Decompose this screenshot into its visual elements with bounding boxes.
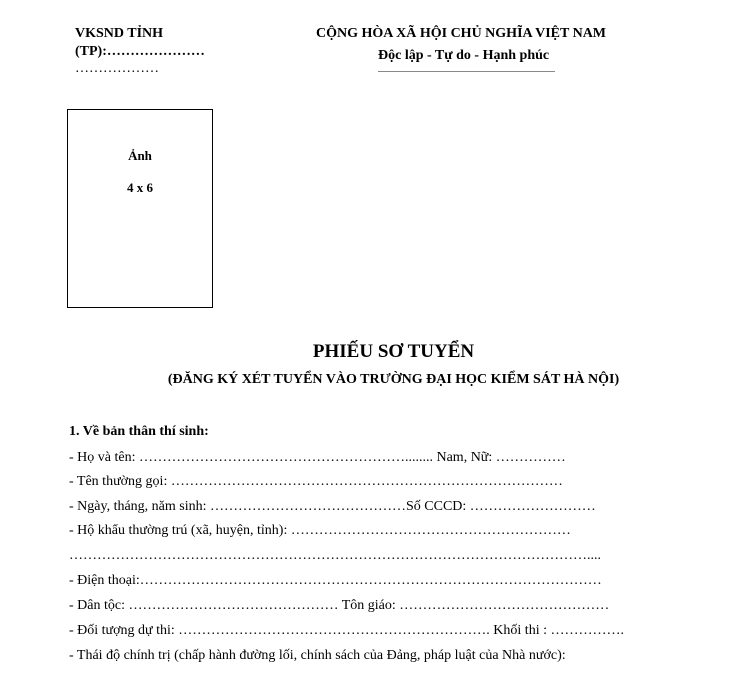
motto-underline (378, 71, 555, 72)
photo-placeholder (67, 109, 213, 308)
field-birthdate-id: - Ngày, tháng, năm sinh: ……………………………………Số CCCD: ……………………… (69, 499, 596, 514)
field-residence-continued: ………………………………………………………………………………………………….... (69, 548, 601, 563)
field-candidate-group: - Đối tượng dự thi: …………………………………………………………. Khối thi : ……………. (69, 623, 624, 638)
national-title: CỘNG HÒA XÃ HỘI CHỦ NGHĨA VIỆT NAM (316, 26, 607, 41)
agency-province-field: (TP):………………… (75, 44, 205, 59)
form-subtitle: (ĐĂNG KÝ XÉT TUYỂN VÀO TRƯỜNG ĐẠI HỌC KIỂM SÁT HÀ NỘI) (167, 372, 620, 387)
field-political-attitude: - Thái độ chính trị (chấp hành đường lối, chính sách của Đảng, pháp luật của Nhà nước): (69, 648, 566, 663)
field-ethnicity-religion: - Dân tộc: ……………………………………… Tôn giáo: ……………………………………… (69, 598, 610, 613)
field-full-name: - Họ và tên: …………………………………………………........ Nam, Nữ: …………… (69, 450, 566, 465)
agency-province-dots: ……………… (75, 61, 159, 76)
field-phone: - Điện thoại:……………………………………………………………………………………… (69, 573, 602, 588)
field-residence: - Hộ khẩu thường trú (xã, huyện, tỉnh): …………………………………………………… (69, 523, 571, 538)
form-title: PHIẾU SƠ TUYỂN (312, 341, 475, 362)
national-motto: Độc lập - Tự do - Hạnh phúc (378, 48, 550, 63)
agency-name: VKSND TỈNH (75, 26, 164, 41)
section1-heading: 1. Về bản thân thí sinh: (69, 424, 209, 439)
photo-label: Ảnh (128, 148, 152, 163)
photo-size: 4 x 6 (127, 180, 153, 195)
field-common-name: - Tên thường gọi: ………………………………………………………………………… (69, 474, 563, 489)
